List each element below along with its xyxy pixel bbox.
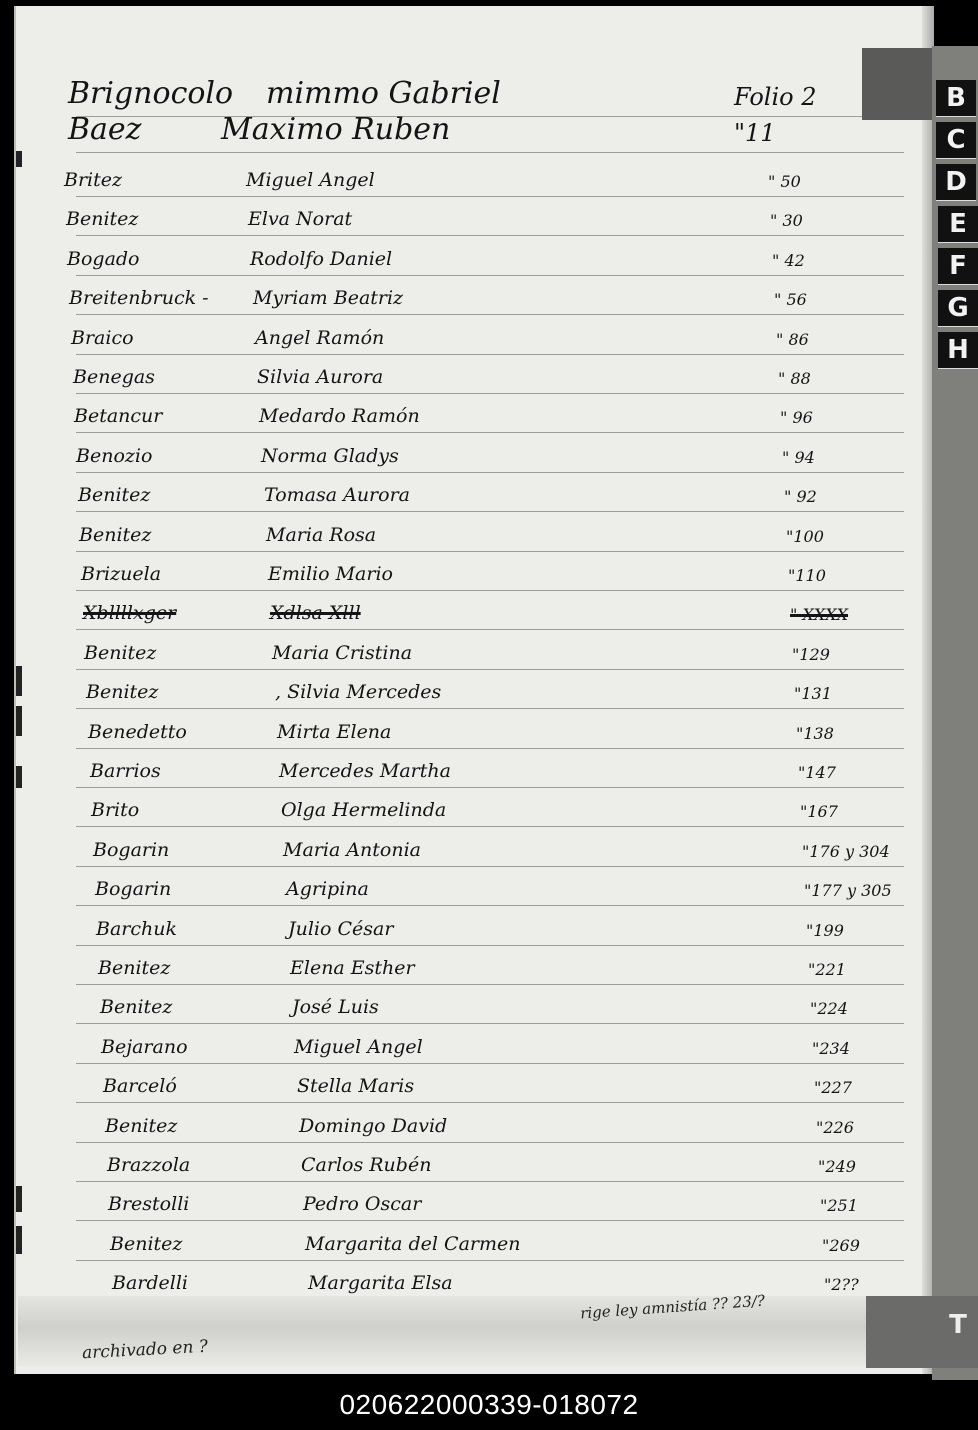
- folio-number: "234: [812, 1038, 850, 1058]
- ledger-row: [16, 1182, 934, 1222]
- surname: Betancur: [74, 405, 163, 428]
- given-names: Julio César: [288, 917, 394, 940]
- folio-number: "131: [794, 684, 832, 704]
- ledger-row: [16, 434, 934, 474]
- ledger-row: [16, 197, 934, 237]
- given-names: Agripina: [286, 878, 369, 901]
- folio-number: "226: [816, 1117, 854, 1137]
- ledger-row: [16, 985, 934, 1025]
- surname: Britez: [64, 169, 123, 191]
- given-names: Emilio Mario: [268, 563, 393, 585]
- ledger-row: [16, 158, 934, 198]
- given-names: Tomasa Aurora: [264, 484, 410, 507]
- given-names: José Luis: [292, 996, 379, 1019]
- ledger-row: [16, 631, 934, 671]
- surname: Bejarano: [101, 1035, 188, 1058]
- given-names: Maria Rosa: [266, 523, 377, 546]
- surname: Brignocolo: [68, 76, 234, 111]
- folio-number: " 94: [782, 447, 815, 467]
- given-names: Stella Maris: [297, 1075, 415, 1098]
- surname: Barrios: [90, 760, 161, 782]
- surname: Benitez: [100, 996, 173, 1019]
- given-names: , Silvia Mercedes: [275, 681, 442, 704]
- surname: Brizuela: [81, 563, 162, 585]
- folio-number: "167: [800, 802, 838, 822]
- ledger-row: [16, 1143, 934, 1183]
- index-tab-d[interactable]: D: [936, 164, 976, 201]
- ledger-row: [16, 1222, 934, 1262]
- given-names: Domingo David: [299, 1114, 448, 1137]
- given-names: Xdlsa Xlll: [270, 602, 361, 625]
- folio-number: "2??: [824, 1275, 859, 1295]
- surname: Benitez: [84, 641, 157, 664]
- index-tab-e[interactable]: E: [938, 206, 978, 243]
- folio-number: "147: [798, 763, 836, 782]
- folio-number: "251: [820, 1196, 858, 1216]
- surname: Xbllllxger: [83, 602, 177, 625]
- folio-number: "221: [808, 960, 846, 979]
- folio-number: Folio 2: [734, 83, 817, 111]
- surname: Benitez: [110, 1232, 183, 1255]
- surname: Brito: [91, 799, 140, 822]
- given-names: Angel Ramón: [255, 326, 385, 349]
- ledger-row: [16, 552, 934, 592]
- ledger-row: [16, 670, 934, 710]
- index-tab-h[interactable]: H: [938, 332, 978, 369]
- folio-number: "100: [786, 526, 824, 546]
- ledger-row: [16, 473, 934, 513]
- folio-number: "176 y 304: [802, 841, 890, 861]
- given-names: Mercedes Martha: [279, 760, 451, 782]
- folio-number: " 88: [778, 369, 811, 388]
- ledger-row: [16, 316, 934, 356]
- ledger-row: [16, 788, 934, 828]
- index-tab-f[interactable]: F: [938, 248, 978, 285]
- given-names: Elva Norat: [248, 208, 353, 231]
- alphabet-index: [932, 46, 978, 1388]
- given-names: mimmo Gabriel: [266, 76, 501, 111]
- ledger-row: [16, 867, 934, 907]
- ledger-row: [16, 710, 934, 750]
- ledger-row: [16, 394, 934, 434]
- folio-number: "11: [734, 119, 776, 147]
- folio-number: "249: [818, 1157, 856, 1176]
- folio-number: "199: [806, 920, 844, 940]
- given-names: Silvia Aurora: [257, 366, 384, 388]
- index-tab-g[interactable]: G: [938, 290, 978, 327]
- ledger-row: [16, 513, 934, 553]
- folio-number: " XXXX: [790, 605, 849, 625]
- surname: Benitez: [105, 1114, 178, 1137]
- surname: Benitez: [86, 681, 159, 704]
- folio-number: " 50: [768, 172, 801, 191]
- ledger-row: [16, 907, 934, 947]
- surname: Benozio: [76, 444, 153, 467]
- given-names: Maria Antonia: [283, 838, 421, 861]
- folio-number: "227: [814, 1078, 852, 1098]
- folio-number: " 42: [772, 250, 805, 270]
- ledger-row: [16, 749, 934, 789]
- folio-number: "138: [796, 723, 834, 743]
- torn-annotation: rige ley amnistía ?? 23/?: [579, 1291, 766, 1323]
- folio-number: " 56: [774, 290, 807, 310]
- folio-number: "177 y 305: [804, 881, 892, 901]
- index-tab-c[interactable]: C: [936, 122, 976, 159]
- given-names: Maximo Ruben: [221, 112, 451, 147]
- surname: Brazzola: [107, 1154, 191, 1176]
- surname: Brestolli: [108, 1193, 190, 1216]
- index-tab-bottom: T: [949, 1310, 967, 1340]
- surname: Baez: [68, 112, 142, 147]
- folio-number: " 96: [780, 408, 813, 428]
- given-names: Olga Hermelinda: [281, 799, 447, 822]
- ledger-row: [16, 1064, 934, 1104]
- given-names: Pedro Oscar: [303, 1193, 422, 1216]
- surname: Bogado: [67, 247, 140, 270]
- ledger-row: [16, 946, 934, 986]
- surname: Benegas: [73, 366, 155, 388]
- ledger-row: [16, 237, 934, 277]
- surname: Bogarin: [95, 878, 172, 901]
- given-names: Norma Gladys: [261, 444, 399, 467]
- given-names: Miguel Angel: [246, 169, 375, 191]
- folio-number: "269: [822, 1235, 860, 1255]
- given-names: Elena Esther: [290, 957, 415, 979]
- surname: Bogarin: [93, 838, 170, 861]
- surname: Barchuk: [96, 917, 178, 940]
- surname: Benitez: [66, 208, 139, 231]
- header-row: [16, 114, 934, 154]
- given-names: Margarita Elsa: [308, 1272, 453, 1295]
- header-row: [16, 78, 934, 118]
- given-names: Mirta Elena: [277, 720, 392, 743]
- surname: Breitenbruck -: [69, 287, 209, 310]
- folio-number: "224: [810, 999, 848, 1019]
- surname: Bardelli: [112, 1272, 189, 1295]
- index-tab-b[interactable]: B: [936, 80, 976, 117]
- folio-number: "110: [788, 566, 826, 585]
- ledger-row: [16, 355, 934, 395]
- given-names: Maria Cristina: [272, 641, 413, 664]
- ledger-sheet: [14, 6, 934, 1374]
- torn-bottom-annotation: archivado en ?: [81, 1336, 209, 1364]
- surname: Benitez: [98, 957, 171, 979]
- folio-number: " 86: [776, 329, 809, 349]
- ledger-row: [16, 1104, 934, 1144]
- surname: Benedetto: [88, 720, 187, 743]
- ledger-row: [16, 828, 934, 868]
- barcode-label: 020622000339-018072: [0, 1380, 978, 1430]
- surname: Barceló: [103, 1075, 177, 1098]
- given-names: Miguel Angel: [294, 1035, 423, 1058]
- ledger-row: [16, 591, 934, 631]
- ledger-row: [16, 1025, 934, 1065]
- surname: Benitez: [79, 523, 152, 546]
- given-names: Margarita del Carmen: [305, 1232, 521, 1255]
- given-names: Carlos Rubén: [301, 1154, 432, 1176]
- surname: Benitez: [78, 484, 151, 507]
- folio-number: "129: [792, 644, 830, 664]
- given-names: Myriam Beatriz: [253, 287, 404, 310]
- given-names: Medardo Ramón: [259, 405, 420, 428]
- surname: Braico: [71, 326, 134, 349]
- folio-number: " 92: [784, 487, 817, 507]
- given-names: Rodolfo Daniel: [250, 247, 393, 270]
- folio-number: " 30: [770, 211, 803, 231]
- ledger-row: [16, 276, 934, 316]
